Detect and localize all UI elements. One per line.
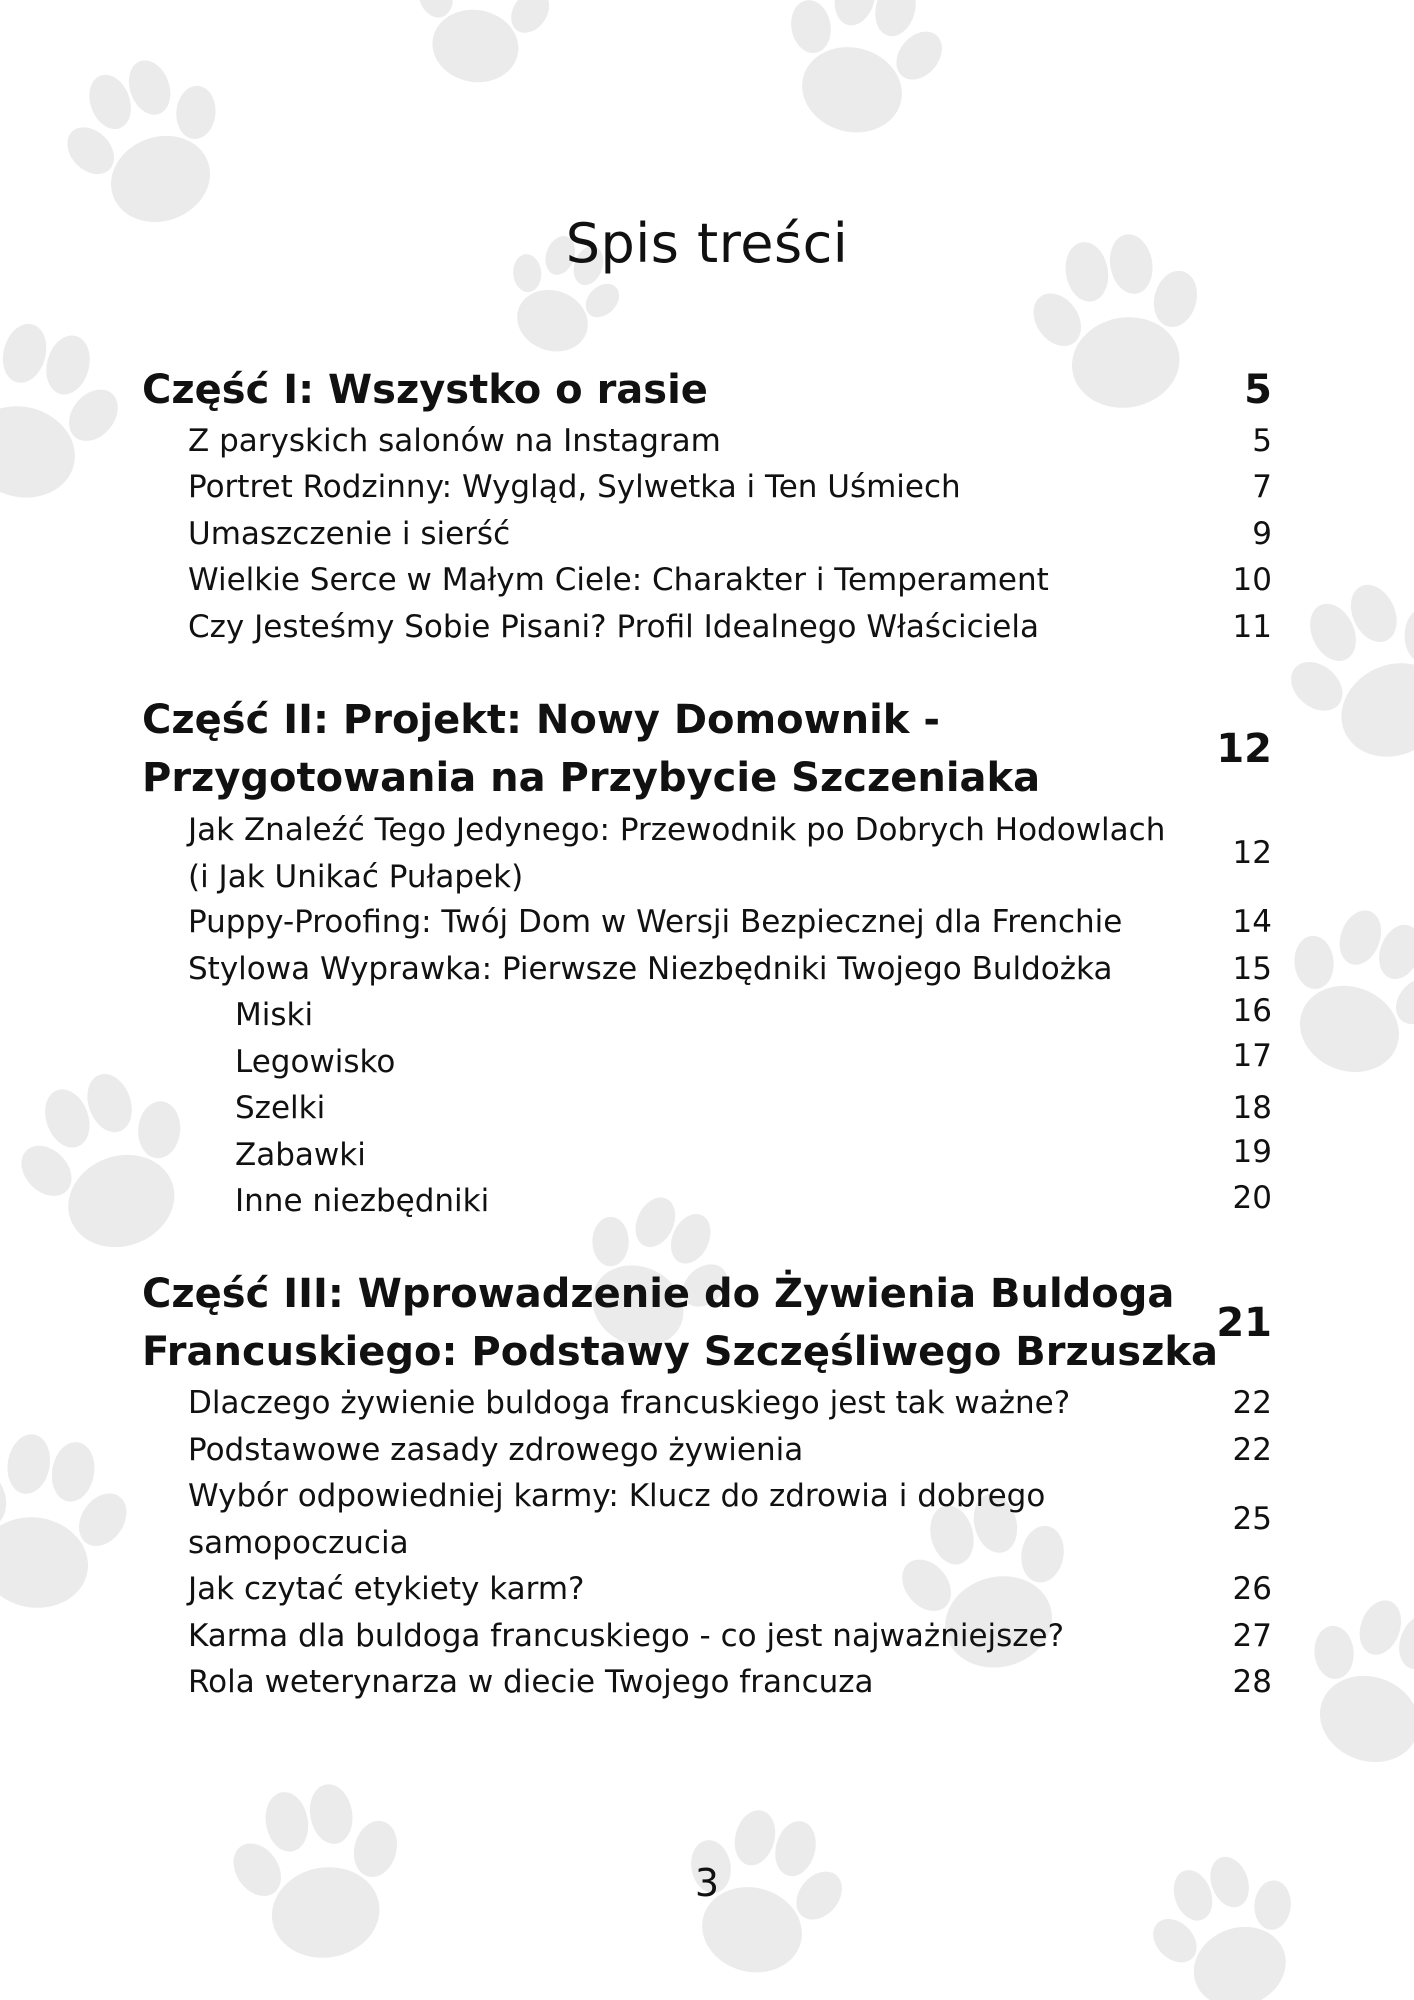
toc-entry-label: Inne niezbędniki [235, 1183, 490, 1219]
toc-part-title-line-2: Francuskiego: Podstawy Szczęśliwego Brzuszka [142, 1329, 1218, 1375]
toc-entry-label: Rola weterynarza w diecie Twojego francuza [188, 1664, 874, 1700]
toc-page-number: 25 [1232, 1501, 1272, 1537]
toc-entry[interactable] [0, 807, 1414, 901]
toc-entry-label-line-2: samopoczucia [188, 1525, 409, 1561]
toc-page-number: 15 [1232, 951, 1272, 987]
toc-entry-label-line-1: Jak Znaleźć Tego Jedynego: Przewodnik po Dobrych Hodowlach [188, 812, 1166, 848]
toc-page-number: 14 [1232, 904, 1272, 940]
toc-entry-label: Legowisko [235, 1044, 396, 1080]
toc-entry-label: Szelki [235, 1090, 326, 1126]
toc-page-number: 27 [1232, 1618, 1272, 1654]
toc-entry-label: Dlaczego żywienie buldoga francuskiego jest tak ważne? [188, 1385, 1071, 1421]
toc-part-3[interactable] [0, 1265, 1414, 1381]
toc-entry-label: Portret Rodzinny: Wygląd, Sylwetka i Ten Uśmiech [188, 469, 961, 505]
toc-entry-label-line-2: (i Jak Unikać Pułapek) [188, 859, 524, 895]
toc-entry-label: Podstawowe zasady zdrowego żywienia [188, 1432, 804, 1468]
page-number: 3 [694, 1861, 720, 1905]
toc-entry-label: Umaszczenie i sierść [188, 516, 511, 552]
toc-entry-label: Puppy-Proofing: Twój Dom w Wersji Bezpiecznej dla Frenchie [188, 904, 1123, 940]
toc-entry[interactable] [0, 1473, 1414, 1567]
toc-page-number: 5 [1252, 423, 1272, 459]
toc-page-number: 12 [1216, 726, 1272, 772]
toc-entry-label: Z paryskich salonów na Instagram [188, 423, 721, 459]
toc-part-2[interactable] [0, 691, 1414, 807]
toc-title: Spis treści [565, 212, 849, 275]
toc-page-number: 26 [1232, 1571, 1272, 1607]
toc-entry-label-line-1: Wybór odpowiedniej karmy: Klucz do zdrowia i dobrego [188, 1478, 1046, 1514]
toc-page-number: 11 [1232, 609, 1272, 645]
toc-entry-label: Czy Jesteśmy Sobie Pisani? Profil Idealnego Właściciela [188, 609, 1039, 645]
toc-part-title-line-1: Część II: Projekt: Nowy Domownik - [142, 697, 940, 743]
toc-page-number: 10 [1232, 562, 1272, 598]
toc-page-number: 16 [1232, 993, 1272, 1029]
toc-page-number: 19 [1232, 1134, 1272, 1170]
toc-page-number: 9 [1252, 516, 1272, 552]
toc-entry-label: Stylowa Wyprawka: Pierwsze Niezbędniki Twojego Buldożka [188, 951, 1113, 987]
toc-entry-label: Karma dla buldoga francuskiego - co jest najważniejsze? [188, 1618, 1065, 1654]
toc-page-number: 7 [1252, 469, 1272, 505]
toc-entry-label: Zabawki [235, 1137, 366, 1173]
toc-part-title-line-2: Przygotowania na Przybycie Szczeniaka [142, 755, 1041, 801]
toc-page-number: 22 [1232, 1385, 1272, 1421]
toc-page-number: 21 [1216, 1300, 1272, 1346]
toc-part-title-line-1: Część III: Wprowadzenie do Żywienia Buldoga [142, 1271, 1175, 1317]
toc-page-number: 5 [1244, 367, 1272, 413]
toc-entry-label: Jak czytać etykiety karm? [188, 1571, 585, 1607]
toc-entry-label: Miski [235, 997, 314, 1033]
toc-page-number: 12 [1232, 835, 1272, 871]
toc-page-number: 18 [1232, 1090, 1272, 1126]
toc-page-number: 20 [1232, 1180, 1272, 1216]
toc-part-title: Część I: Wszystko o rasie [142, 367, 708, 413]
toc-entry-label: Wielkie Serce w Małym Ciele: Charakter i Temperament [188, 562, 1049, 598]
toc-page-number: 22 [1232, 1432, 1272, 1468]
toc-page-number: 28 [1232, 1664, 1272, 1700]
toc-page-number: 17 [1232, 1038, 1272, 1074]
